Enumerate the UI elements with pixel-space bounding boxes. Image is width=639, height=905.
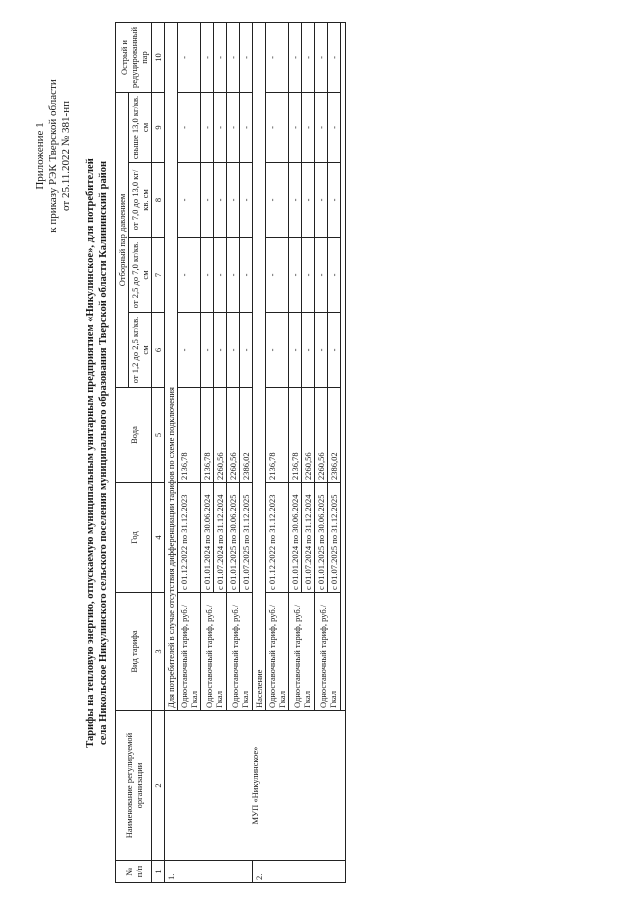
sharp-value: - [327,22,340,92]
tariff-type: Одноставочный тариф, руб./Гкал [314,592,340,710]
col-number: 4 [151,482,164,592]
p1-value: - [177,312,200,387]
p2-value: - [226,237,239,312]
header-p4: свыше 13,0 кг/кв. см [128,92,151,162]
sharp-value: - [301,22,314,92]
appendix-line-2: к приказу РЭК Тверской области [46,78,59,233]
section-caption: Для потребителей в случае отсутствия дифференциации тарифов по схеме подключения [164,22,177,710]
p4-value: - [265,92,288,162]
sharp-value: - [239,22,252,92]
tariff-table [115,21,346,882]
col-number: 6 [151,312,164,387]
period: с 01.01.2025 по 30.06.2025 [226,482,239,592]
period: с 01.07.2024 по 31.12.2024 [213,482,226,592]
org-name: МУП «Никулинское» [164,710,345,860]
header-sharp: Острый и редуцированный пар [115,22,151,92]
column-number-row [151,22,164,882]
water-value: 2260,56 [301,387,314,482]
water-value: 2136,78 [200,387,213,482]
col-number: 10 [151,22,164,92]
section-num: 2. [252,860,345,882]
p2-value: - [314,237,327,312]
p1-value: - [327,312,340,387]
col-number: 9 [151,92,164,162]
water-value: 2386,02 [327,387,340,482]
sharp-value: - [213,22,226,92]
tariff-type: Одноставочный тариф, руб./Гкал [226,592,252,710]
period: с 01.12.2022 по 31.12.2023 [177,482,200,592]
sharp-value: - [177,22,200,92]
header-p2: от 2,5 до 7,0 кг/кв. см [128,237,151,312]
p4-value: - [288,92,301,162]
appendix-line-3: от 25.11.2022 № 381-нп [59,100,72,211]
p4-value: - [213,92,226,162]
p3-value: - [327,162,340,237]
sharp-value: - [226,22,239,92]
p2-value: - [213,237,226,312]
tariff-type: Одноставочный тариф, руб./Гкал [200,592,226,710]
title-line-1: Тарифы на тепловую энергию, отпускаемую муниципальным унитарным предприятием «Никулинское», для потребителей [84,157,96,748]
period: с 01.01.2024 по 30.06.2024 [200,482,213,592]
header-num: № п/п [115,860,151,882]
p3-value: - [226,162,239,237]
water-value: 2260,56 [314,387,327,482]
p4-value: - [226,92,239,162]
p3-value: - [265,162,288,237]
p3-value: - [288,162,301,237]
sharp-value: - [314,22,327,92]
appendix-line-1: Приложение 1 [33,121,46,190]
section-caption-row [164,22,177,882]
sharp-value: - [288,22,301,92]
period: с 01.07.2024 по 31.12.2024 [301,482,314,592]
p4-value: - [301,92,314,162]
period: с 01.01.2024 по 30.06.2024 [288,482,301,592]
p1-value: - [239,312,252,387]
p3-value: - [213,162,226,237]
appendix-block [34,31,73,281]
col-number: 1 [151,860,164,882]
p2-value: - [288,237,301,312]
p3-value: - [301,162,314,237]
document-title [84,33,110,873]
header-year: Год [115,482,151,592]
p1-value: - [301,312,314,387]
col-number: 7 [151,237,164,312]
col-number: 8 [151,162,164,237]
section-caption: Население [252,22,265,710]
col-number: 3 [151,592,164,710]
p3-value: - [177,162,200,237]
header-p3: от 7,0 до 13,0 кг/кв. см [128,162,151,237]
p2-value: - [301,237,314,312]
p4-value: - [327,92,340,162]
period: с 01.07.2025 по 31.12.2025 [239,482,252,592]
period: с 01.12.2022 по 31.12.2023 [265,482,288,592]
tariff-type: Одноставочный тариф, руб./Гкал [265,592,288,710]
period: с 01.07.2025 по 31.12.2025 [327,482,340,592]
p2-value: - [177,237,200,312]
section-num: 1. [164,860,252,882]
rotated-page [20,13,620,893]
p2-value: - [327,237,340,312]
p1-value: - [314,312,327,387]
water-value: 2136,78 [177,387,200,482]
p2-value: - [200,237,213,312]
p3-value: - [239,162,252,237]
p3-value: - [200,162,213,237]
p1-value: - [200,312,213,387]
p3-value: - [314,162,327,237]
p1-value: - [288,312,301,387]
title-line-2: села Никольское Никулинского сельского поселения муниципального образования Тверской области Калининский район [97,160,109,745]
header-org: Наименование регулируемой организации [115,710,151,860]
header-water: Вода [115,387,151,482]
header-p1: от 1,2 до 2,5 кг/кв. см [128,312,151,387]
water-value: 2136,78 [265,387,288,482]
period: с 01.01.2025 по 30.06.2025 [314,482,327,592]
water-value: 2386,02 [239,387,252,482]
p2-value: - [239,237,252,312]
p4-value: - [314,92,327,162]
tariff-type: Одноставочный тариф, руб./Гкал [288,592,314,710]
p4-value: - [239,92,252,162]
p1-value: - [213,312,226,387]
p1-value: - [226,312,239,387]
water-value: 2136,78 [288,387,301,482]
sharp-value: - [200,22,213,92]
p4-value: - [200,92,213,162]
sharp-value: - [265,22,288,92]
p2-value: - [265,237,288,312]
water-value: 2260,56 [213,387,226,482]
header-steam: Отборный пар давлением [115,92,128,387]
p4-value: - [177,92,200,162]
header-type: Вид тарифа [115,592,151,710]
water-value: 2260,56 [226,387,239,482]
col-number: 2 [151,710,164,860]
p1-value: - [265,312,288,387]
tariff-type: Одноставочный тариф, руб./Гкал [177,592,200,710]
col-number: 5 [151,387,164,482]
